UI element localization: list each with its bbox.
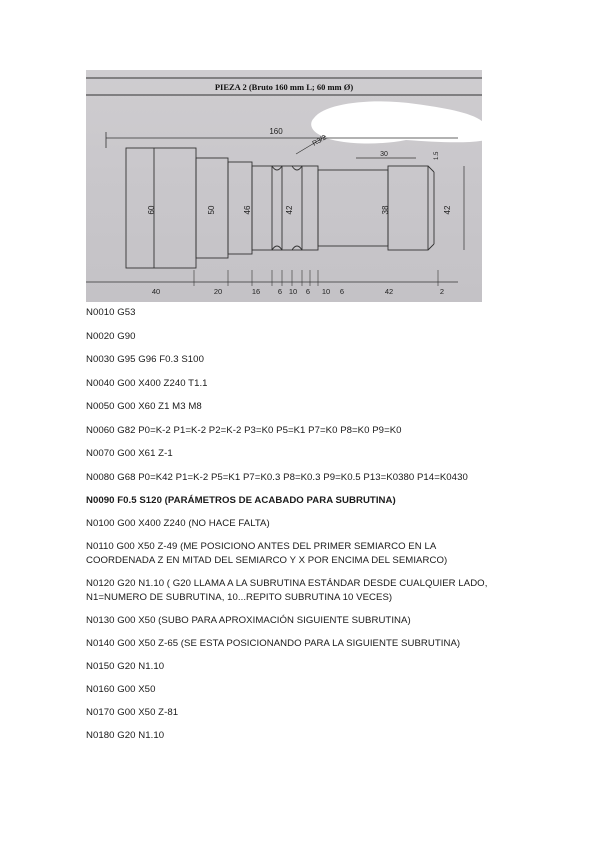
program-line: N0140 G00 X50 Z-65 (SE ESTA POSICIONANDO PARA LA SIGUIENTE SUBRUTINA)	[86, 638, 461, 649]
dim-bottom-40: 40	[151, 287, 161, 296]
dim-d60: 60	[147, 205, 156, 215]
dim-bottom-6c: 6	[339, 287, 345, 296]
program-line: N0160 G00 X50	[86, 684, 156, 695]
program-line: N0080 G68 P0=K42 P1=K-2 P5=K1 P7=K0.3 P8=K0.3 P9=K0.5 P13=K0380 P14=K0430	[86, 472, 468, 483]
program-line: N0040 G00 X400 Z240 T1.1	[86, 378, 208, 389]
program-line: N0150 G20 N1.10	[86, 661, 165, 672]
dim-30: 30	[380, 151, 388, 158]
program-line: N0070 G00 X61 Z-1	[86, 448, 173, 459]
part-drawing	[86, 70, 482, 302]
program-line: N0120 G20 N1.10 ( G20 LLAMA A LA SUBRUTINA ESTÁNDAR DESDE CUALQUIER LADO,	[86, 578, 488, 589]
figure-title: PIEZA 2 (Bruto 160 mm L; 60 mm Ø)	[214, 82, 354, 92]
dim-bottom-10a: 10	[288, 287, 298, 296]
program-line: N0020 G90	[86, 331, 136, 342]
dim-bottom-16: 16	[251, 287, 261, 296]
dim-total-length: 160	[269, 127, 283, 136]
program-line: N0100 G00 X400 Z240 (NO HACE FALTA)	[86, 518, 270, 529]
dim-d42-right: 42	[443, 205, 452, 215]
dim-radius: R3/2	[311, 134, 328, 148]
dim-chamfer: 1.5	[434, 151, 440, 160]
program-line-bold: N0090 F0.5 S120 (PARÁMETROS DE ACABADO PARA SUBRUTINA)	[86, 495, 396, 506]
program-line: N0180 G20 N1.10	[86, 730, 165, 741]
dim-bottom-2: 2	[439, 287, 445, 296]
program-line-continued: N1=NUMERO DE SUBRUTINA, 10...REPITO SUBRUTINA 10 VECES)	[86, 592, 393, 603]
program-line: N0050 G00 X60 Z1 M3 M8	[86, 401, 202, 412]
program-line-continued: COORDENADA Z EN MITAD DEL SEMIARCO Y X POR ENCIMA DEL SEMIARCO)	[86, 555, 448, 566]
dim-bottom-6a: 6	[277, 287, 283, 296]
technical-drawing-photo	[86, 70, 482, 302]
dim-bottom-42: 42	[384, 287, 394, 296]
dim-d42: 42	[285, 205, 294, 215]
program-line: N0170 G00 X50 Z-81	[86, 707, 179, 718]
dim-bottom-10b: 10	[321, 287, 331, 296]
program-line: N0110 G00 X50 Z-49 (ME POSICIONO ANTES DEL PRIMER SEMIARCO EN LA	[86, 541, 437, 552]
program-line: N0060 G82 P0=K-2 P1=K-2 P2=K-2 P3=K0 P5=K1 P7=K0 P8=K0 P9=K0	[86, 425, 402, 436]
dim-d38: 38	[381, 205, 390, 215]
dim-bottom-6b: 6	[305, 287, 311, 296]
dim-d50: 50	[207, 205, 216, 215]
program-line: N0030 G95 G96 F0.3 S100	[86, 354, 204, 365]
program-line: N0130 G00 X50 (SUBO PARA APROXIMACIÓN SIGUIENTE SUBRUTINA)	[86, 615, 411, 626]
dim-bottom-20: 20	[213, 287, 223, 296]
program-line: N0010 G53	[86, 307, 136, 318]
dim-d46: 46	[243, 205, 252, 215]
